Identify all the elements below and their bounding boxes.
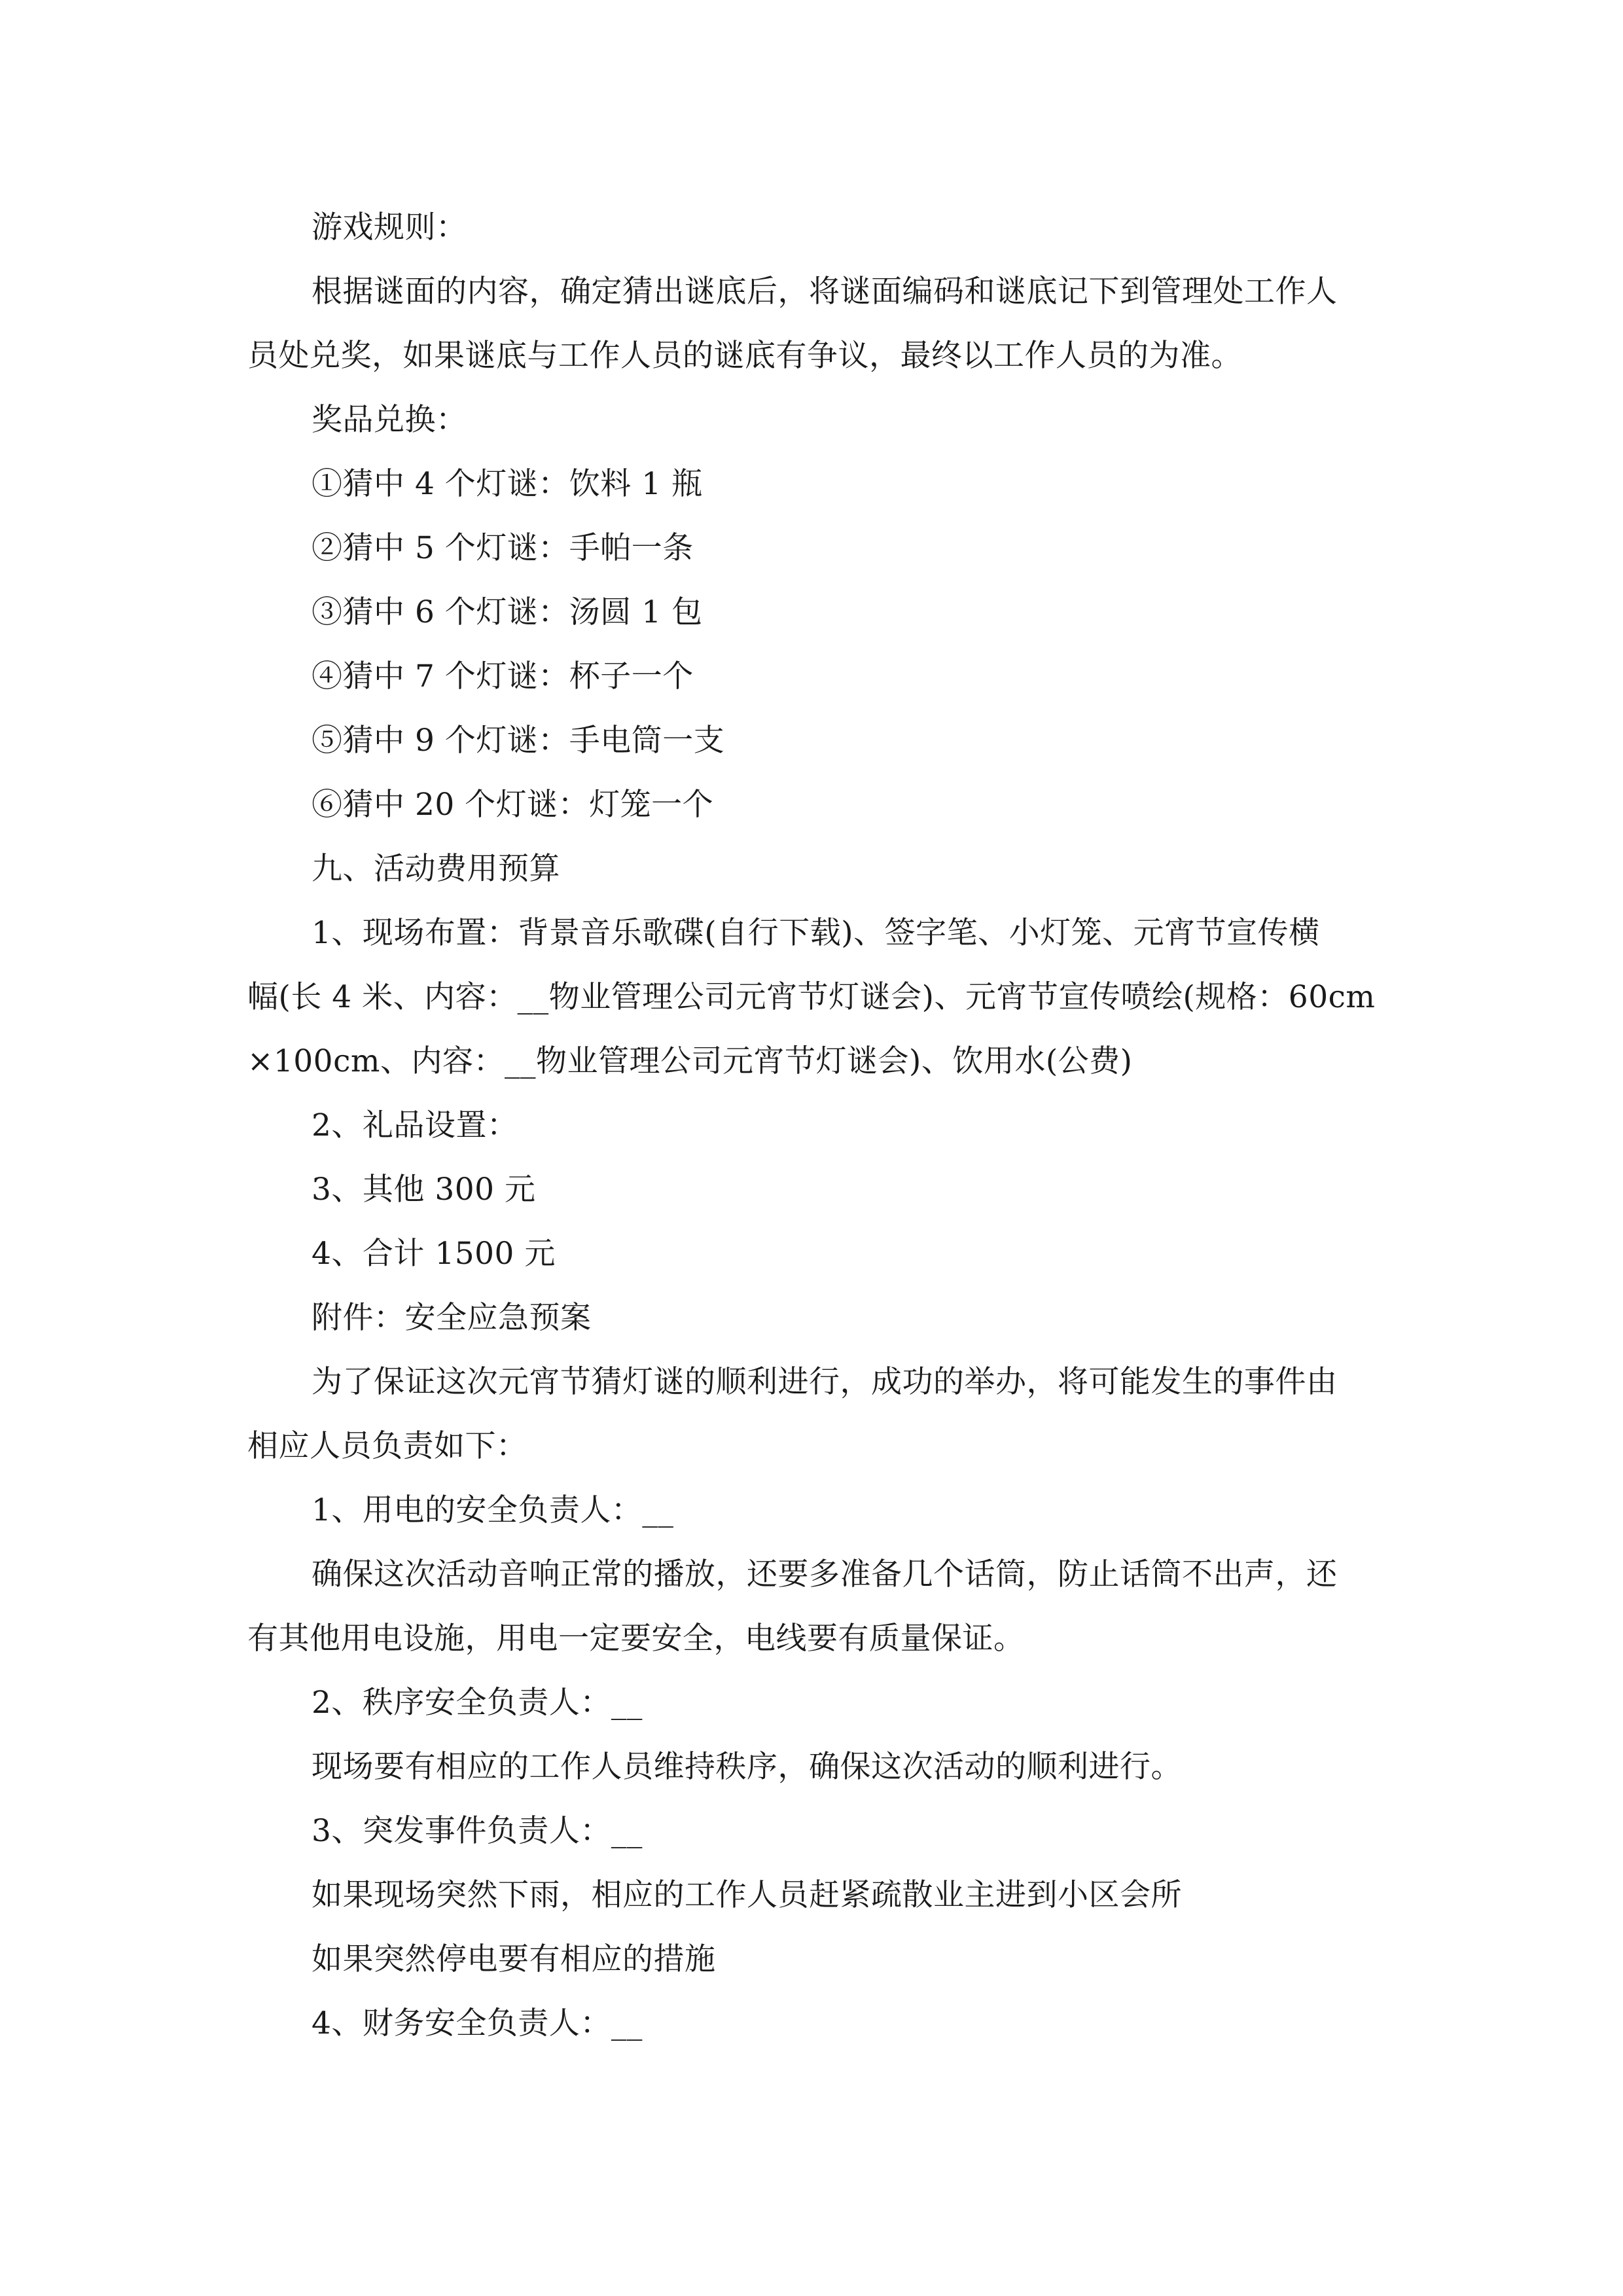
text-line: 相应人员负责如下： — [247, 1428, 527, 1464]
text-line: 4、合计 1500 元 — [312, 1236, 556, 1272]
text-line: 确保这次活动音响正常的播放，还要多准备几个话筒，防止话筒不出声，还 — [312, 1556, 1338, 1592]
text-line: ⑥猜中 20 个灯谜：灯笼一个 — [312, 787, 714, 823]
text-line: 1、现场布置：背景音乐歌碟(自行下载)、签字笔、小灯笼、元宵节宣传横 — [312, 915, 1320, 951]
text-line: 现场要有相应的工作人员维持秩序，确保这次活动的顺利进行。 — [312, 1749, 1182, 1785]
text-line: 2、秩序安全负责人：__ — [312, 1685, 643, 1721]
text-line: ×100cm、内容：__物业管理公司元宵节灯谜会)、饮用水(公费) — [247, 1043, 1133, 1079]
text-line: 为了保证这次元宵节猜灯谜的顺利进行，成功的举办，将可能发生的事件由 — [312, 1364, 1338, 1400]
text-line: 3、其他 300 元 — [312, 1172, 536, 1208]
text-line: 3、突发事件负责人：__ — [312, 1813, 643, 1849]
section-heading: 九、活动费用预算 — [312, 851, 560, 887]
text-line: ②猜中 5 个灯谜：手帕一条 — [312, 530, 694, 566]
text-line: 2、礼品设置： — [312, 1107, 518, 1143]
text-line: 1、用电的安全负责人：__ — [312, 1492, 674, 1528]
text-line: 如果突然停电要有相应的措施 — [312, 1941, 716, 1977]
text-line: ⑤猜中 9 个灯谜：手电筒一支 — [312, 723, 725, 759]
text-line: 奖品兑换： — [312, 402, 467, 438]
text-line: 根据谜面的内容，确定猜出谜底后，将谜面编码和谜底记下到管理处工作人 — [312, 274, 1338, 310]
text-line: 有其他用电设施，用电一定要安全，电线要有质量保证。 — [247, 1621, 1025, 1657]
text-line: 如果现场突然下雨，相应的工作人员赶紧疏散业主进到小区会所 — [312, 1877, 1182, 1913]
text-line: 4、财务安全负责人：__ — [312, 2005, 643, 2041]
text-line: ④猜中 7 个灯谜：杯子一个 — [312, 658, 694, 694]
text-line: 幅(长 4 米、内容：__物业管理公司元宵节灯谜会)、元宵节宣传喷绘(规格：60cm — [247, 979, 1376, 1015]
text-line: ③猜中 6 个灯谜：汤圆 1 包 — [312, 594, 703, 630]
text-line: ①猜中 4 个灯谜：饮料 1 瓶 — [312, 466, 703, 502]
text-line: 游戏规则： — [312, 209, 467, 245]
section-heading: 附件：安全应急预案 — [312, 1300, 592, 1336]
text-line: 员处兑奖，如果谜底与工作人员的谜底有争议，最终以工作人员的为准。 — [247, 338, 1242, 374]
